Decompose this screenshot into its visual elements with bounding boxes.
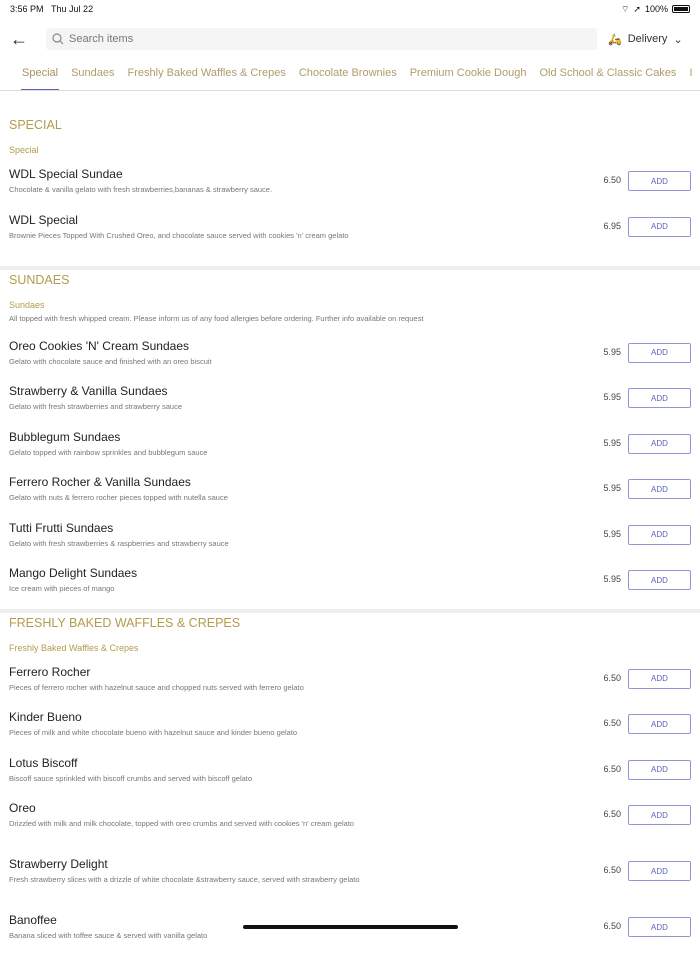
add-button[interactable]: ADD <box>628 805 691 825</box>
item-name: Kinder Bueno <box>9 710 82 724</box>
menu-item[interactable] <box>9 516 691 562</box>
item-description: Ice cream with pieces of mango <box>9 584 115 593</box>
add-button[interactable]: ADD <box>628 434 691 454</box>
status-time: 3:56 PM <box>10 4 44 14</box>
menu-list <box>0 91 700 954</box>
menu-item[interactable] <box>9 751 691 797</box>
status-bar <box>0 0 700 18</box>
item-name: Oreo <box>9 801 36 815</box>
item-description: Gelato with nuts & ferrero rocher pieces topped with nutella sauce <box>9 493 228 502</box>
item-name: WDL Special <box>9 212 78 227</box>
item-description: Drizzled with milk and milk chocolate, topped with oreo crumbs and served with cookies 'n' cream gelato <box>9 819 355 828</box>
subsection-label: Sundaes <box>9 299 45 310</box>
item-description: Fresh strawberry slices with a drizzle of white chocolate &strawberry sauce, served with strawberry gelato <box>9 875 360 884</box>
item-name: Strawberry & Vanilla Sundaes <box>9 384 168 398</box>
item-price: 6.50 <box>603 175 621 185</box>
search-icon <box>52 33 64 45</box>
wifi-icon: ⌔ <box>620 3 630 14</box>
item-name: Tutti Frutti Sundaes <box>9 520 114 535</box>
menu-item[interactable] <box>9 796 691 852</box>
item-name: WDL Special Sundae <box>9 167 123 181</box>
menu-item[interactable] <box>9 852 691 908</box>
tab-i[interactable]: I <box>689 67 693 79</box>
menu-item[interactable] <box>9 379 691 425</box>
item-name: Ferrero Rocher & Vanilla Sundaes <box>9 475 191 489</box>
category-tabs <box>0 60 700 91</box>
menu-item[interactable] <box>9 334 691 380</box>
item-description: Gelato topped with rainbow sprinkles and bubblegum sauce <box>9 447 208 457</box>
item-price: 5.95 <box>603 437 621 448</box>
top-bar <box>0 18 700 60</box>
add-button[interactable]: ADD <box>628 343 691 363</box>
item-description: Banana sliced with toffee sauce & served with vanilla gelato <box>9 931 208 940</box>
menu-item[interactable] <box>9 908 691 954</box>
subsection-description: All topped with fresh whipped cream. Please inform us of any food allergies before ordering. Further info available on request <box>9 313 424 323</box>
delivery-label: Delivery <box>627 33 668 45</box>
item-price: 5.95 <box>603 483 621 493</box>
menu-item[interactable] <box>9 660 691 706</box>
menu-item[interactable] <box>9 561 691 607</box>
item-description: Biscoff sauce sprinkled with biscoff crumbs and served with biscoff gelato <box>9 773 253 783</box>
item-price: 6.50 <box>603 865 621 875</box>
item-price: 6.95 <box>603 220 621 231</box>
tab-old-school-classic-cakes[interactable]: Old School & Classic Cakes <box>539 67 677 79</box>
menu-item[interactable] <box>9 470 691 516</box>
add-button[interactable]: ADD <box>628 760 691 780</box>
add-button[interactable]: ADD <box>628 669 691 689</box>
item-price: 5.95 <box>603 392 621 402</box>
add-button[interactable]: ADD <box>628 861 691 881</box>
add-button[interactable]: ADD <box>628 525 691 545</box>
item-price: 6.50 <box>603 672 621 683</box>
item-description: Gelato with fresh strawberries & raspberries and strawberry sauce <box>9 538 229 548</box>
item-name: Mango Delight Sundaes <box>9 566 138 580</box>
item-description: Pieces of milk and white chocolate bueno with hazelnut sauce and kinder bueno gelato <box>9 728 298 737</box>
search-placeholder: Search items <box>69 33 134 45</box>
add-button[interactable]: ADD <box>628 171 691 191</box>
add-button[interactable]: ADD <box>628 479 691 499</box>
location-icon: ➚ <box>633 3 641 14</box>
chevron-down-icon: ⌄ <box>673 33 683 46</box>
item-name: Banoffee <box>9 913 57 927</box>
back-arrow-icon[interactable]: ← <box>10 28 28 49</box>
search-input[interactable] <box>46 28 597 50</box>
add-button[interactable]: ADD <box>628 917 691 937</box>
add-button[interactable]: ADD <box>628 570 691 590</box>
item-description: Chocolate & vanilla gelato with fresh strawberries,bananas & strawberry sauce. <box>9 185 273 194</box>
delivery-selector[interactable] <box>608 33 683 46</box>
add-button[interactable]: ADD <box>628 388 691 408</box>
home-indicator <box>243 925 458 929</box>
section-title: SPECIAL <box>9 118 62 132</box>
tab-sundaes[interactable]: Sundaes <box>71 67 115 79</box>
item-price: 5.95 <box>603 528 621 539</box>
item-price: 5.95 <box>603 346 621 357</box>
item-name: Bubblegum Sundaes <box>9 429 121 444</box>
delivery-icon: 🛵 <box>608 33 622 46</box>
item-price: 5.95 <box>603 574 621 584</box>
menu-item[interactable] <box>9 162 691 208</box>
battery-percent: 100% <box>644 4 668 14</box>
item-description: Gelato with fresh strawberries and strawberry sauce <box>9 402 182 411</box>
add-button[interactable]: ADD <box>628 217 691 237</box>
status-date: Thu Jul 22 <box>51 4 94 14</box>
item-price: 6.50 <box>603 763 621 774</box>
tab-special[interactable]: Special <box>22 60 58 91</box>
menu-section <box>0 91 700 264</box>
tab-premium-cookie-dough[interactable]: Premium Cookie Dough <box>409 67 527 79</box>
item-price: 6.50 <box>603 921 621 931</box>
item-name: Lotus Biscoff <box>9 755 78 770</box>
item-description: Gelato with chocolate sauce and finished with an oreo biscuit <box>9 356 212 366</box>
menu-section <box>0 607 700 954</box>
subsection-label: Freshly Baked Waffles & Crepes <box>9 642 139 653</box>
menu-item[interactable] <box>9 425 691 471</box>
section-title: FRESHLY BAKED WAFFLES & CREPES <box>9 615 241 630</box>
item-price: 6.50 <box>603 809 621 819</box>
section-title: SUNDAES <box>9 272 70 287</box>
item-description: Brownie Pieces Topped With Crushed Oreo, and chocolate sauce served with cookies 'n' cream gelato <box>9 230 349 240</box>
item-name: Ferrero Rocher <box>9 664 91 679</box>
item-price: 6.50 <box>603 718 621 728</box>
menu-section <box>0 264 700 607</box>
item-name: Strawberry Delight <box>9 857 108 871</box>
add-button[interactable]: ADD <box>628 714 691 734</box>
tab-chocolate-brownies[interactable]: Chocolate Brownies <box>298 67 397 79</box>
menu-item[interactable] <box>9 705 691 751</box>
item-description: Pieces of ferrero rocher with hazelnut sauce and chopped nuts served with ferrero gelato <box>9 682 304 692</box>
battery-icon <box>672 5 690 13</box>
item-name: Oreo Cookies 'N' Cream Sundaes <box>9 338 189 353</box>
menu-item[interactable] <box>9 208 691 264</box>
subsection-label: Special <box>9 145 39 155</box>
tab-freshly-baked-waffles-crepes[interactable]: Freshly Baked Waffles & Crepes <box>127 67 286 79</box>
